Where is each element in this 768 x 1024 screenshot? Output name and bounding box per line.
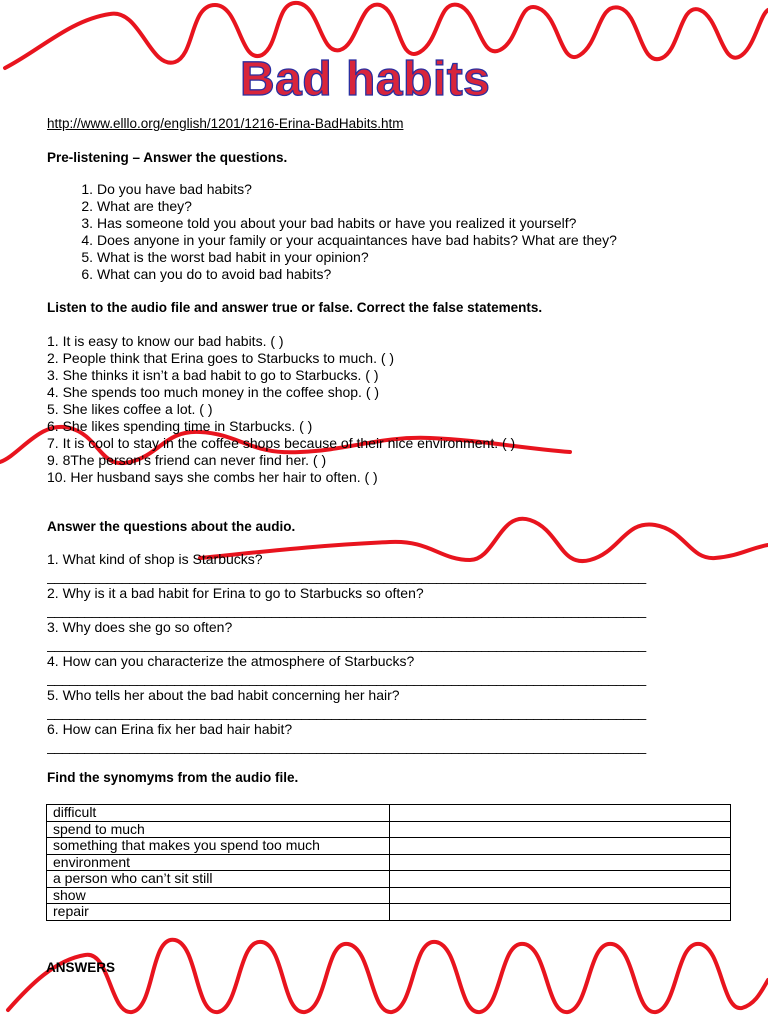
synonym-term: a person who can’t sit still (47, 871, 390, 888)
page-title: Bad habits (240, 53, 491, 106)
true-false-heading: Listen to the audio file and answer true or false. Correct the false statements. (47, 300, 543, 315)
table-row (47, 805, 731, 822)
list-item: 6. What can you do to avoid bad habits? (81, 266, 332, 282)
table-row (47, 821, 731, 838)
answer-line: ________________________________________________________________________________ (47, 738, 646, 754)
list-item: 3. Has someone told you about your bad habits or have you realized it yourself? (81, 215, 577, 231)
synonym-term: difficult (47, 805, 390, 822)
answer-line: ________________________________________________________________________________ (47, 602, 646, 618)
bottom-wave (8, 940, 768, 1012)
question-text: 5. Who tells her about the bad habit concerning her hair? (47, 687, 400, 703)
tf-statement: 3. She thinks it isn’t a bad habit to go to Starbucks. ( ) (47, 367, 379, 383)
synonym-answer-cell[interactable] (390, 838, 731, 855)
synonym-answer-cell[interactable] (390, 904, 731, 921)
synonyms-heading: Find the synomyms from the audio file. (47, 770, 299, 785)
tf-statement: 5. She likes coffee a lot. ( ) (47, 401, 213, 417)
source-link[interactable]: http://www.elllo.org/english/1201/1216-Erina-BadHabits.htm (47, 116, 404, 131)
table-row (47, 838, 731, 855)
answer-line: ________________________________________________________________________________ (47, 704, 646, 720)
tf-statement: 6. She likes spending time in Starbucks. ( ) (47, 418, 313, 434)
pre-listening-list (47, 181, 617, 283)
synonym-term: environment (47, 854, 390, 871)
list-item: 4. Does anyone in your family or your acquaintances have bad habits? What are they? (81, 232, 617, 248)
list-item: 2. What are they? (81, 198, 192, 214)
table-row (47, 854, 731, 871)
answers-heading: ANSWERS (46, 960, 116, 975)
question-text: 3. Why does she go so often? (47, 619, 233, 635)
synonym-answer-cell[interactable] (390, 821, 731, 838)
answer-line: ________________________________________________________________________________ (47, 636, 646, 652)
list-item: 1. Do you have bad habits? (81, 181, 252, 197)
question-text: 6. How can Erina fix her bad hair habit? (47, 721, 293, 737)
pre-listening-heading: Pre-listening – Answer the questions. (47, 150, 288, 165)
synonyms-table (46, 804, 731, 921)
synonym-term: show (47, 887, 390, 904)
table-row (47, 887, 731, 904)
question-text: 4. How can you characterize the atmosphere of Starbucks? (47, 653, 415, 669)
synonym-answer-cell[interactable] (390, 854, 731, 871)
synonym-term: spend to much (47, 821, 390, 838)
synonym-answer-cell[interactable] (390, 805, 731, 822)
tf-statement: 4. She spends too much money in the coffee shop. ( ) (47, 384, 380, 400)
table-row (47, 904, 731, 921)
answer-line: ________________________________________________________________________________ (47, 670, 646, 686)
tf-statement: 2. People think that Erina goes to Starbucks to much. ( ) (47, 350, 395, 366)
table-row (47, 871, 731, 888)
true-false-list (47, 333, 515, 486)
synonym-term: something that makes you spend too much (47, 838, 390, 855)
audio-questions-list (47, 551, 717, 755)
synonym-term: repair (47, 904, 390, 921)
synonym-answer-cell[interactable] (390, 887, 731, 904)
answer-line: ________________________________________________________________________________ (47, 568, 646, 584)
synonym-answer-cell[interactable] (390, 871, 731, 888)
tf-statement: 7. It is cool to stay in the coffee shops because of their nice environment. ( ) (47, 435, 516, 451)
question-text: 2. Why is it a bad habit for Erina to go to Starbucks so often? (47, 585, 424, 601)
tf-statement: 1. It is easy to know our bad habits. ( ) (47, 333, 284, 349)
question-text: 1. What kind of shop is Starbucks? (47, 551, 263, 567)
tf-statement: 10. Her husband says she combs her hair to often. ( ) (47, 469, 378, 485)
tf-statement: 9. 8The person’s friend can never find her. ( ) (47, 452, 327, 468)
audio-questions-heading: Answer the questions about the audio. (47, 519, 296, 534)
list-item: 5. What is the worst bad habit in your opinion? (81, 249, 369, 265)
